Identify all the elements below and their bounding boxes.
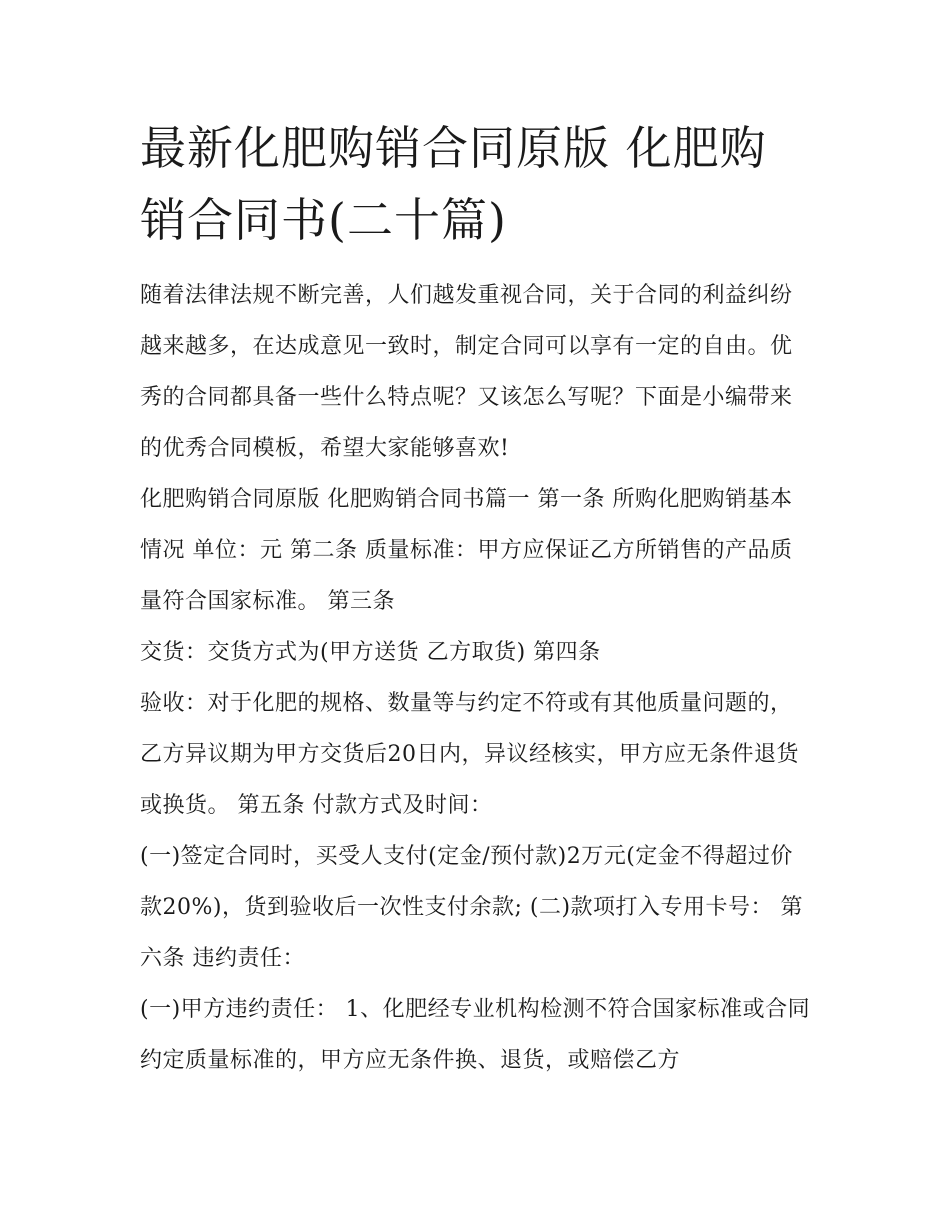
document-title: 最新化肥购销合同原版 化肥购销合同书(二十篇): [140, 121, 767, 247]
paragraph-intro: 随着法律法规不断完善，人们越发重视合同，关于合同的利益纠纷越来越多，在达成意见一致时，制定合同可以享有一定的自由。优秀的合同都具备一些什么特点呢？又该怎么写呢？下面是小编带来的优秀合同模板，希望大家能够喜欢!: [140, 283, 793, 461]
paragraph-liability: (一)甲方违约责任： 1、化肥经专业机构检测不符合国家标准或合同约定质量标准的，甲方应无条件换、退货，或赔偿乙方: [140, 997, 811, 1073]
paragraph-delivery: 交货：交货方式为(甲方送货 乙方取货) 第四条: [140, 640, 601, 665]
paragraph-payment: (一)签定合同时，买受人支付(定金/预付款)2万元(定金不得超过价款20%)，货到验收后一次性支付余款; (二)款项打入专用卡号： 第六条 违约责任：: [140, 844, 804, 971]
paragraph-acceptance: 验收：对于化肥的规格、数量等与约定不符或有其他质量问题的，乙方异议期为甲方交货后20日内，异议经核实，甲方应无条件退货或换货。 第五条 付款方式及时间：: [140, 691, 799, 818]
paragraph-article-1-3: 化肥购销合同原版 化肥购销合同书篇一 第一条 所购化肥购销基本情况 单位：元 第二条 质量标准：甲方应保证乙方所销售的产品质量符合国家标准。 第三条: [140, 487, 793, 614]
document-body: [140, 270, 812, 1086]
document-page: [140, 112, 812, 1086]
